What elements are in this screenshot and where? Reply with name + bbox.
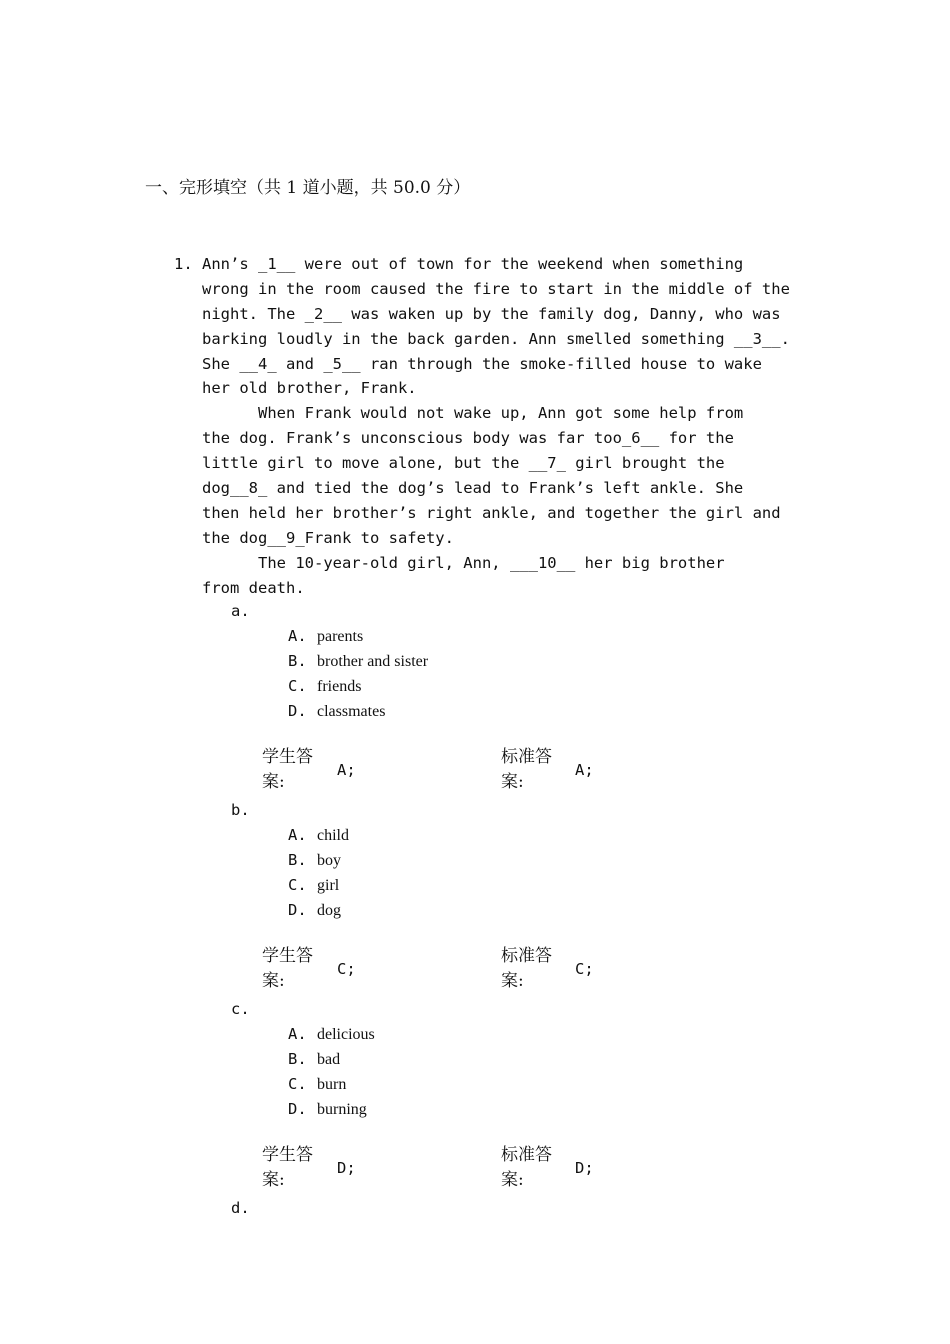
student-answer-label: 学生答案: bbox=[262, 1145, 313, 1190]
passage-line: the dog. Frank’s unconscious body was far too_6__ for the bbox=[202, 429, 734, 448]
option-letter: C. bbox=[288, 677, 307, 695]
option-a-D[interactable] bbox=[288, 698, 385, 723]
option-b-A[interactable] bbox=[288, 822, 349, 847]
cloze-passage bbox=[202, 252, 812, 600]
standard-answer-label: 标准答案: bbox=[501, 747, 552, 792]
standard-answer-value: A; bbox=[575, 761, 594, 779]
option-letter: D. bbox=[288, 1100, 307, 1118]
section-title: 一、完形填空（共 1 道小题，共 50.0 分） bbox=[145, 178, 471, 198]
option-a-A[interactable] bbox=[288, 623, 363, 648]
option-text: brother and sister bbox=[317, 653, 429, 670]
option-letter: C. bbox=[288, 876, 307, 894]
option-letter: A. bbox=[288, 627, 307, 645]
subquestion-label-a: a. bbox=[231, 602, 250, 620]
option-c-A[interactable] bbox=[288, 1021, 375, 1046]
option-c-D[interactable] bbox=[288, 1096, 367, 1121]
option-text: friends bbox=[317, 678, 362, 695]
option-a-B[interactable] bbox=[288, 648, 428, 673]
option-text: parents bbox=[317, 628, 364, 645]
option-text: classmates bbox=[317, 703, 386, 720]
passage-line: her old brother, Frank. bbox=[202, 379, 417, 398]
option-letter: D. bbox=[288, 702, 307, 720]
option-text: boy bbox=[317, 852, 341, 869]
passage-line: dog__8_ and tied the dog’s lead to Frank’s left ankle. She bbox=[202, 479, 744, 498]
option-text: dog bbox=[317, 902, 341, 919]
standard-answer-value: C; bbox=[575, 960, 594, 978]
passage-line: the dog__9_Frank to safety. bbox=[202, 528, 454, 547]
option-letter: A. bbox=[288, 1025, 307, 1043]
student-answer-value: D; bbox=[337, 1159, 356, 1177]
passage-line: The 10-year-old girl, Ann, ___10__ her big brother bbox=[202, 553, 725, 572]
student-answer-label: 学生答案: bbox=[262, 747, 313, 792]
passage-line: wrong in the room caused the fire to start in the middle of the bbox=[202, 279, 790, 298]
option-letter: B. bbox=[288, 851, 307, 869]
passage-line: She __4_ and _5__ ran through the smoke-filled house to wake bbox=[202, 354, 762, 373]
standard-answer-label: 标准答案: bbox=[501, 946, 552, 991]
option-text: bad bbox=[317, 1051, 341, 1068]
option-text: burning bbox=[317, 1101, 367, 1118]
option-text: girl bbox=[317, 877, 340, 894]
option-b-D[interactable] bbox=[288, 897, 341, 922]
passage-line: from death. bbox=[202, 578, 305, 597]
option-c-C[interactable] bbox=[288, 1071, 346, 1096]
option-letter: A. bbox=[288, 826, 307, 844]
option-b-B[interactable] bbox=[288, 847, 341, 872]
option-letter: D. bbox=[288, 901, 307, 919]
subquestion-label-b: b. bbox=[231, 801, 250, 819]
option-letter: B. bbox=[288, 1050, 307, 1068]
student-answer-label: 学生答案: bbox=[262, 946, 313, 991]
option-letter: C. bbox=[288, 1075, 307, 1093]
question-number: 1. bbox=[174, 255, 193, 273]
passage-line: barking loudly in the back garden. Ann smelled something __3__. bbox=[202, 329, 790, 348]
option-a-C[interactable] bbox=[288, 673, 361, 698]
option-text: delicious bbox=[317, 1026, 375, 1043]
option-text: burn bbox=[317, 1076, 347, 1093]
passage-line: night. The _2__ was waken up by the family dog, Danny, who was bbox=[202, 304, 781, 323]
passage-line: little girl to move alone, but the __7_ girl brought the bbox=[202, 454, 725, 473]
option-c-B[interactable] bbox=[288, 1046, 340, 1071]
option-text: child bbox=[317, 827, 349, 844]
passage-line: When Frank would not wake up, Ann got some help from bbox=[202, 404, 744, 423]
standard-answer-label: 标准答案: bbox=[501, 1145, 552, 1190]
option-b-C[interactable] bbox=[288, 872, 339, 897]
subquestion-label-c: c. bbox=[231, 1000, 250, 1018]
option-letter: B. bbox=[288, 652, 307, 670]
student-answer-value: A; bbox=[337, 761, 356, 779]
passage-line: Ann’s _1__ were out of town for the weekend when something bbox=[202, 255, 744, 273]
student-answer-value: C; bbox=[337, 960, 356, 978]
standard-answer-value: D; bbox=[575, 1159, 594, 1177]
passage-line: then held her brother’s right ankle, and together the girl and bbox=[202, 503, 781, 522]
subquestion-label-d: d. bbox=[231, 1199, 250, 1217]
